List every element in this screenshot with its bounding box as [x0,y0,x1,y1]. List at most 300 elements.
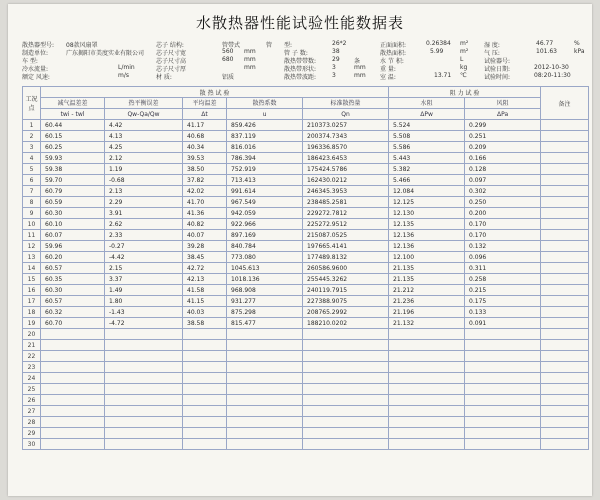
col-code: Δt [201,110,208,118]
empty-cell [541,340,589,351]
empty-cell [303,373,389,384]
cell-remark [541,230,589,241]
cell-e: 215087.0525 [303,230,389,241]
empty-cell [303,428,389,439]
empty-cell [465,428,541,439]
empty-cell [105,428,183,439]
cell-e: 175424.5786 [303,164,389,175]
row-index: 11 [23,230,41,241]
meta-label: 车 型: [22,58,38,65]
cell-a: 60.57 [41,263,105,274]
empty-cell [105,329,183,340]
cell-a: 59.96 [41,241,105,252]
col-header: 减气温差差 [41,98,105,109]
table-row [23,351,589,362]
row-index: 20 [23,329,41,340]
cell-g: 0.133 [465,307,541,318]
meta-unit: L [460,56,464,63]
meta-unit: 条 [354,58,361,65]
cell-b: 4.42 [105,120,183,131]
row-index: 7 [23,186,41,197]
table-row [23,175,589,186]
cell-f: 5.443 [389,153,465,164]
cell-f: 21.135 [389,263,465,274]
cell-d: 1018.136 [227,274,303,285]
meta-unit: % [574,40,580,47]
table-row [23,241,589,252]
meta-value: 5.99 [430,48,444,55]
table-row [23,340,589,351]
cell-a: 60.79 [41,186,105,197]
col-code: u [262,110,267,118]
cell-b: 3.37 [105,274,183,285]
table-row [23,153,589,164]
meta-label: 制造单位: [22,50,49,57]
row-index: 17 [23,296,41,307]
cell-g: 0.258 [465,274,541,285]
cell-b: -4.42 [105,252,183,263]
meta-value: 广东揭阳市美度实业有限公司 [66,50,145,57]
cell-b: 1.19 [105,164,183,175]
empty-cell [303,351,389,362]
col-header: 热平衡误差 [105,98,183,109]
cell-f: 5.586 [389,142,465,153]
cell-f: 5.524 [389,120,465,131]
cell-b: 1.80 [105,296,183,307]
cell-f: 21.196 [389,307,465,318]
meta-value: 26*2 [332,40,347,47]
cell-e: 238485.2581 [303,197,389,208]
row-index: 9 [23,208,41,219]
empty-cell [183,384,227,395]
empty-cell [303,395,389,406]
row-index: 6 [23,175,41,186]
empty-cell [227,329,303,340]
cell-e: 197665.4141 [303,241,389,252]
meta-label: 散热器型号: [22,42,55,49]
col-unit [389,109,465,120]
meta-unit: ℃ [460,72,467,79]
cell-e: 196336.8570 [303,142,389,153]
row-index: 24 [23,373,41,384]
row-index: 3 [23,142,41,153]
cell-remark [541,307,589,318]
empty-cell [105,362,183,373]
cell-e: 177489.8132 [303,252,389,263]
empty-cell [465,340,541,351]
table-row [23,384,589,395]
cell-remark [541,296,589,307]
col-code: ΔPa [496,110,509,118]
empty-cell [183,340,227,351]
cell-a: 60.44 [41,120,105,131]
table-row [23,296,589,307]
cell-remark [541,131,589,142]
cell-c: 38.50 [183,164,227,175]
empty-cell [303,439,389,450]
empty-cell [541,362,589,373]
table-row [23,395,589,406]
empty-cell [227,351,303,362]
table-row [23,307,589,318]
cell-b: 2.15 [105,263,183,274]
meta-label: 芯子尺寸厚 [156,66,187,73]
col-header: 标准散热量 [303,98,389,109]
cell-c: 41.17 [183,120,227,131]
cell-c: 40.68 [183,131,227,142]
meta-unit: L/min [118,64,135,71]
col-header: 水阻 [389,98,465,109]
table-row [23,219,589,230]
cell-e: 229272.7812 [303,208,389,219]
cell-b: 4.25 [105,142,183,153]
cell-a: 60.07 [41,230,105,241]
empty-cell [227,439,303,450]
cell-a: 59.38 [41,164,105,175]
empty-cell [227,384,303,395]
cell-g: 0.215 [465,285,541,296]
cell-g: 0.128 [465,164,541,175]
col-header: 散热系数 [227,98,303,109]
empty-cell [541,439,589,450]
cell-a: 60.20 [41,252,105,263]
table-row [23,428,589,439]
empty-cell [183,362,227,373]
cell-e: 186423.6453 [303,153,389,164]
empty-cell [227,417,303,428]
table-row [23,164,589,175]
cell-c: 38.58 [183,318,227,329]
cell-b: -4.72 [105,318,183,329]
empty-cell [541,406,589,417]
empty-cell [227,340,303,351]
row-index: 28 [23,417,41,428]
cell-g: 0.166 [465,153,541,164]
empty-cell [105,340,183,351]
empty-cell [541,384,589,395]
col-unit [303,109,389,120]
row-index: 27 [23,406,41,417]
cell-b: 4.13 [105,131,183,142]
empty-cell [41,406,105,417]
row-index: 4 [23,153,41,164]
cell-b: 2.13 [105,186,183,197]
cell-f: 5.466 [389,175,465,186]
meta-value: 0.26384 [426,40,451,47]
performance-table [22,86,589,450]
empty-cell [183,417,227,428]
col-unit [183,109,227,120]
cell-remark [541,153,589,164]
cell-g: 0.302 [465,186,541,197]
header-resistance-test: 阻 力 试 验 [389,87,541,98]
cell-c: 40.34 [183,142,227,153]
table-row [23,186,589,197]
cell-g: 0.311 [465,263,541,274]
cell-a: 60.25 [41,142,105,153]
table-row [23,197,589,208]
empty-cell [183,395,227,406]
cell-b: 2.62 [105,219,183,230]
empty-cell [389,406,465,417]
meta-value: 08款风扇罩 [66,42,98,49]
cell-remark [541,197,589,208]
row-index: 30 [23,439,41,450]
cell-a: 60.15 [41,131,105,142]
empty-cell [105,439,183,450]
empty-cell [541,329,589,340]
cell-a: 60.32 [41,307,105,318]
meta-unit: m/s [118,72,129,79]
cell-remark [541,186,589,197]
empty-cell [303,340,389,351]
meta-value: 管带式 [222,42,241,49]
row-index: 21 [23,340,41,351]
meta-label: 冷水流量: [22,66,49,73]
cell-e: 227388.9075 [303,296,389,307]
col-code: ΔPw [420,110,433,118]
meta-label: 散热带波距: [284,74,317,81]
cell-e: 246345.3953 [303,186,389,197]
empty-cell [41,373,105,384]
table-row [23,439,589,450]
meta-unit: mm [244,64,256,71]
cell-g: 0.170 [465,219,541,230]
cell-d: 875.298 [227,307,303,318]
empty-cell [105,417,183,428]
cell-f: 21.236 [389,296,465,307]
cell-f: 5.382 [389,164,465,175]
cell-remark [541,142,589,153]
meta-value: 2012-10-30 [534,64,569,71]
empty-cell [227,406,303,417]
cell-a: 59.93 [41,153,105,164]
cell-f: 21.212 [389,285,465,296]
table-row [23,131,589,142]
header-condition-point: 工况点 [23,87,41,120]
empty-cell [465,417,541,428]
cell-f: 12.084 [389,186,465,197]
meta-label: 散热带带数: [284,58,317,65]
meta-label: 正面面积: [380,42,407,49]
cell-b: 2.29 [105,197,183,208]
empty-cell [41,395,105,406]
row-index: 8 [23,197,41,208]
cell-c: 41.70 [183,197,227,208]
row-index: 25 [23,384,41,395]
meta-label: 气 压: [484,50,500,57]
col-unit: twi - twl [41,109,105,120]
empty-cell [541,351,589,362]
cell-c: 40.82 [183,219,227,230]
col-header: 平均温差 [183,98,227,109]
cell-d: 713.413 [227,175,303,186]
cell-c: 42.02 [183,186,227,197]
col-unit [465,109,541,120]
empty-cell [41,417,105,428]
empty-cell [41,362,105,373]
cell-remark [541,285,589,296]
meta-label: 室 温: [380,74,396,81]
empty-cell [227,428,303,439]
empty-cell [303,329,389,340]
empty-cell [389,384,465,395]
cell-a: 60.59 [41,197,105,208]
cell-c: 41.58 [183,285,227,296]
cell-f: 12.136 [389,241,465,252]
row-index: 10 [23,219,41,230]
cell-remark [541,120,589,131]
meta-label: 试验器号: [484,58,511,65]
cell-a: 59.70 [41,175,105,186]
meta-label: 芯子尺寸宽 [156,50,187,57]
empty-cell [389,417,465,428]
cell-g: 0.200 [465,208,541,219]
empty-cell [105,406,183,417]
row-index: 19 [23,318,41,329]
cell-remark [541,219,589,230]
meta-label: 型: [284,42,293,49]
cell-g: 0.250 [465,197,541,208]
cell-g: 0.132 [465,241,541,252]
cell-d: 752.919 [227,164,303,175]
cell-d: 931.277 [227,296,303,307]
col-code: Qn [341,110,350,118]
cell-f: 12.100 [389,252,465,263]
cell-g: 0.251 [465,131,541,142]
row-index: 13 [23,252,41,263]
row-index: 22 [23,351,41,362]
cell-f: 12.125 [389,197,465,208]
cell-remark [541,252,589,263]
empty-cell [41,329,105,340]
meta-unit: mm [244,56,256,63]
cell-d: 816.016 [227,142,303,153]
row-index: 12 [23,241,41,252]
cell-b: 1.49 [105,285,183,296]
empty-cell [227,373,303,384]
cell-g: 0.209 [465,142,541,153]
empty-cell [303,417,389,428]
empty-cell [183,351,227,362]
meta-label: 额定 风速: [22,74,50,81]
cell-c: 39.53 [183,153,227,164]
empty-cell [465,362,541,373]
cell-e: 210373.0257 [303,120,389,131]
cell-remark [541,208,589,219]
cell-a: 60.57 [41,296,105,307]
empty-cell [541,395,589,406]
meta-unit: m² [460,40,469,47]
empty-cell [389,428,465,439]
meta-label: 管 子 数: [284,50,308,57]
row-index: 26 [23,395,41,406]
empty-cell [389,395,465,406]
cell-e: 200374.7343 [303,131,389,142]
header-remarks: 备注 [541,87,589,120]
table-body [23,120,589,450]
row-index: 2 [23,131,41,142]
empty-cell [183,428,227,439]
table-row [23,417,589,428]
table-row [23,142,589,153]
cell-e: 255445.3262 [303,274,389,285]
empty-cell [465,384,541,395]
meta-label: 试验日期: [484,66,511,73]
meta-label: 芯子 结构: [156,42,184,49]
cell-e: 240119.7915 [303,285,389,296]
row-index: 15 [23,274,41,285]
empty-cell [465,351,541,362]
empty-cell [303,406,389,417]
cell-c: 41.15 [183,296,227,307]
empty-cell [541,428,589,439]
header-heat-test: 散 热 试 验 [41,87,389,98]
empty-cell [465,406,541,417]
cell-d: 1045.613 [227,263,303,274]
cell-c: 42.13 [183,274,227,285]
cell-d: 837.119 [227,131,303,142]
table-row [23,230,589,241]
table-row [23,274,589,285]
cell-c: 41.36 [183,208,227,219]
cell-remark [541,241,589,252]
table-row [23,329,589,340]
empty-cell [41,439,105,450]
cell-b: -0.27 [105,241,183,252]
cell-d: 967.549 [227,197,303,208]
cell-d: 922.966 [227,219,303,230]
cell-a: 60.70 [41,318,105,329]
table-row [23,252,589,263]
cell-g: 0.299 [465,120,541,131]
empty-cell [183,406,227,417]
cell-d: 840.784 [227,241,303,252]
cell-f: 5.508 [389,131,465,142]
table-row [23,263,589,274]
meta-label: 重 量: [380,66,396,73]
cell-b: 2.12 [105,153,183,164]
cell-f: 12.136 [389,230,465,241]
meta-label: 管 [266,42,273,49]
table-row [23,318,589,329]
cell-b: 2.33 [105,230,183,241]
cell-f: 12.130 [389,208,465,219]
cell-f: 12.135 [389,219,465,230]
row-index: 29 [23,428,41,439]
cell-remark [541,263,589,274]
cell-d: 773.080 [227,252,303,263]
cell-g: 0.097 [465,175,541,186]
col-header: 风阻 [465,98,541,109]
cell-e: 260586.9600 [303,263,389,274]
meta-value: 3 [332,64,336,71]
cell-c: 38.45 [183,252,227,263]
meta-label: 材 质: [156,74,172,81]
table-row [23,373,589,384]
cell-remark [541,274,589,285]
table-row [23,120,589,131]
meta-value: 101.63 [536,48,557,55]
row-index: 16 [23,285,41,296]
cell-d: 991.614 [227,186,303,197]
cell-f: 21.135 [389,274,465,285]
empty-cell [541,373,589,384]
cell-d: 815.477 [227,318,303,329]
row-index: 23 [23,362,41,373]
meta-label: 散热面积: [380,50,407,57]
table-row [23,208,589,219]
